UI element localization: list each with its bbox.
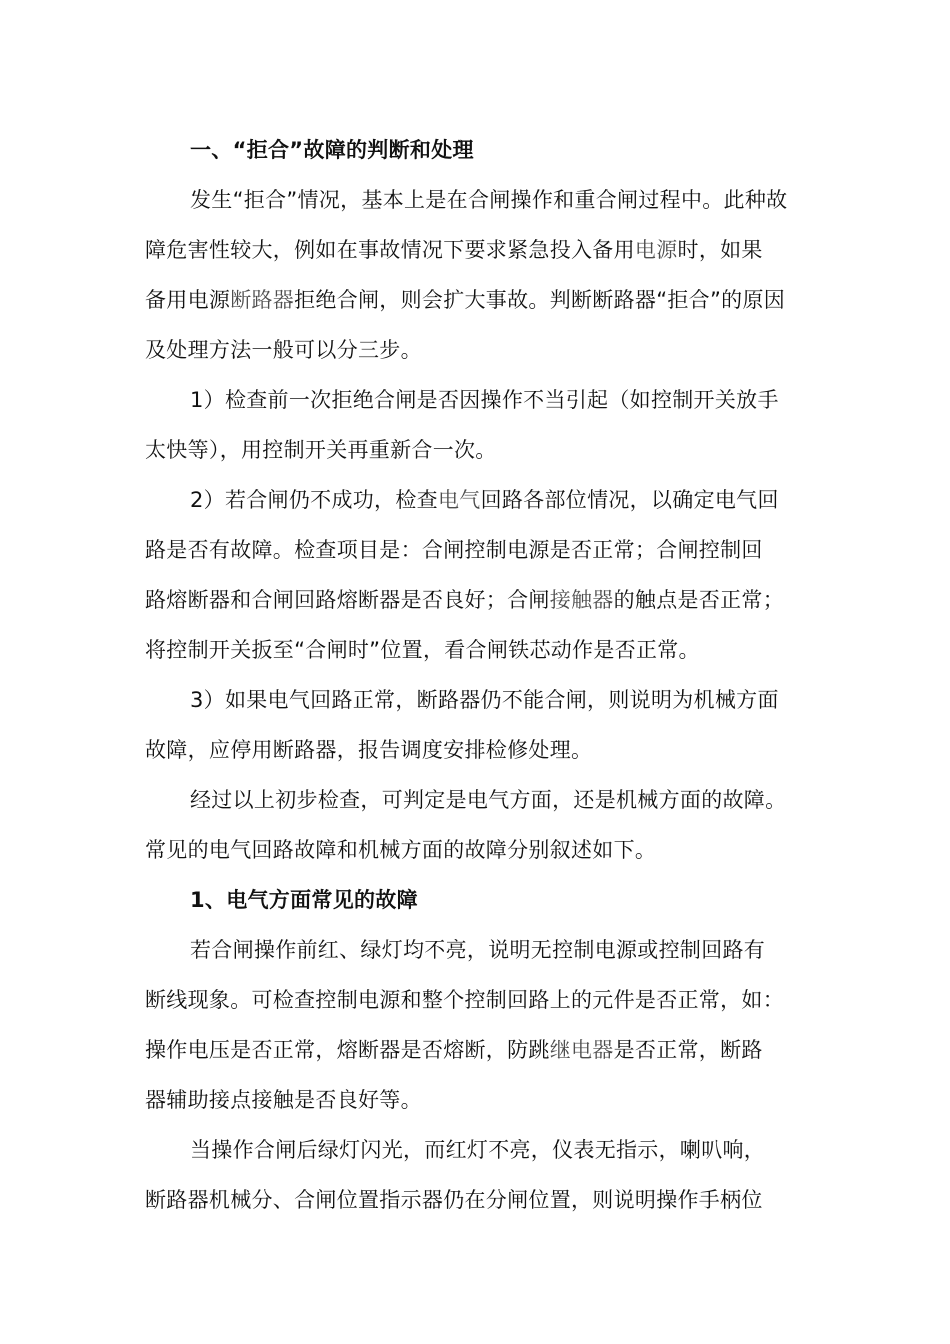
text-segment: 路熔断器和合闸回路熔断器是否良好；合闸	[145, 588, 550, 612]
text-line	[145, 634, 835, 684]
text-segment: 常见的电气回路故障和机械方面的故障分别叙述如下。	[145, 838, 657, 862]
text-segment: 2）若合闸仍不成功，检查	[190, 488, 438, 512]
keyword-link[interactable]: 接触器	[549, 588, 614, 612]
text-line	[145, 184, 835, 234]
text-segment: 1、电气方面常见的故障	[190, 888, 418, 912]
text-line	[145, 784, 835, 834]
text-segment: 操作电压是否正常，熔断器是否熔断，防跳	[145, 1038, 550, 1062]
text-segment: 若合闸操作前红、绿灯均不亮，说明无控制电源或控制回路有	[190, 938, 766, 962]
text-segment: 断线现象。可检查控制电源和整个控制回路上的元件是否正常，如：	[145, 988, 784, 1012]
text-segment: 器辅助接点接触是否良好等。	[145, 1088, 422, 1112]
section-heading	[145, 884, 835, 934]
text-segment: 太快等），用控制开关再重新合一次。	[145, 438, 497, 462]
text-segment: 断路器机械分、合闸位置指示器仍在分闸位置，则说明操作手柄位	[145, 1188, 763, 1212]
text-segment: 一、“拒合”故障的判断和处理	[190, 138, 474, 162]
text-segment: 路是否有故障。检查项目是：合闸控制电源是否正常；合闸控制回	[145, 538, 763, 562]
text-segment: 发生“拒合”情况，基本上是在合闸操作和重合闸过程中。此种故	[190, 188, 788, 212]
text-segment: 当操作合闸后绿灯闪光，而红灯不亮，仪表无指示，喇叭响，	[190, 1138, 766, 1162]
text-line	[145, 534, 835, 584]
text-line	[145, 934, 835, 984]
keyword-link[interactable]: 电气	[437, 488, 481, 512]
text-line	[145, 384, 835, 434]
text-line	[145, 234, 835, 284]
text-line	[145, 484, 835, 534]
text-segment: 3）如果电气回路正常，断路器仍不能合闸，则说明为机械方面	[190, 688, 779, 712]
document-body	[145, 134, 835, 1234]
text-segment: 1）检查前一次拒绝合闸是否因操作不当引起（如控制开关放手	[190, 388, 779, 412]
text-segment: 障危害性较大，例如在事故情况下要求紧急投入备用	[145, 238, 635, 262]
text-segment: 的触点是否正常；	[613, 588, 785, 612]
keyword-link[interactable]: 电源	[634, 238, 678, 262]
text-line	[145, 1184, 835, 1234]
text-line	[145, 834, 835, 884]
text-segment: 时，如果	[677, 238, 763, 262]
keyword-link[interactable]: 断路器	[230, 288, 295, 312]
text-line	[145, 984, 835, 1034]
text-segment: 经过以上初步检查，可判定是电气方面，还是机械方面的故障。	[190, 788, 787, 812]
text-line	[145, 1084, 835, 1134]
text-line	[145, 434, 835, 484]
text-line	[145, 284, 835, 334]
text-segment: 回路各部位情况，以确定电气回	[480, 488, 779, 512]
text-line	[145, 684, 835, 734]
text-line	[145, 1134, 835, 1184]
keyword-link[interactable]: 继电器	[549, 1038, 614, 1062]
text-line	[145, 1034, 835, 1084]
text-line	[145, 584, 835, 634]
text-line	[145, 734, 835, 784]
text-segment: 将控制开关扳至“合闸时”位置，看合闸铁芯动作是否正常。	[145, 638, 700, 662]
text-segment: 及处理方法一般可以分三步。	[145, 338, 422, 362]
text-segment: 拒绝合闸，则会扩大事故。判断断路器“拒合”的原因	[294, 288, 786, 312]
section-heading	[145, 134, 835, 184]
text-segment: 是否正常，断路	[613, 1038, 763, 1062]
text-segment: 备用电源	[145, 288, 231, 312]
text-segment: 故障，应停用断路器，报告调度安排检修处理。	[145, 738, 593, 762]
text-line	[145, 334, 835, 384]
